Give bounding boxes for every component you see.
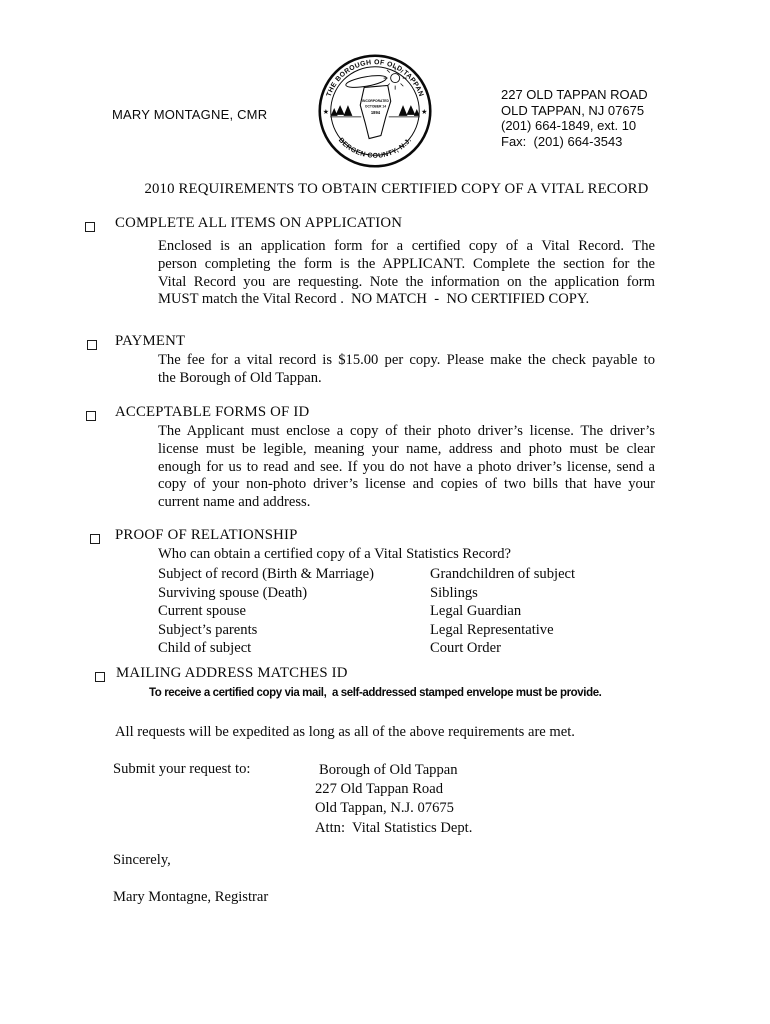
body-line: enough for us to read and see. If you do not have a photo driver’s license, send a (158, 458, 655, 475)
address-line: Fax: (201) 664-3543 (501, 133, 623, 149)
borough-seal-icon (316, 52, 434, 170)
relationship-right: Siblings (430, 584, 478, 601)
section-body-payment (158, 352, 655, 388)
section-body-complete (158, 238, 655, 309)
relationship-list (158, 565, 655, 658)
relationship-left: Child of subject (158, 640, 252, 657)
body-line: the Borough of Old Tappan. (158, 369, 322, 386)
relationship-right: Legal Representative (430, 621, 554, 638)
list-item (158, 565, 655, 584)
body-line: The Applicant must enclose a copy of their photo driver’s license. The driver’s (158, 423, 655, 439)
address-line: (201) 664-1849, ext. 10 (501, 118, 637, 133)
registrar-name: MARY MONTAGNE, CMR (112, 107, 268, 122)
mailing-note: To receive a certified copy via mail, a self-addressed stamped envelope must be provide. (149, 687, 602, 699)
body-line: person completing the form is the APPLICANT. Complete the section for the (158, 255, 655, 272)
address-line: OLD TAPPAN, NJ 07675 (501, 102, 645, 118)
page-title: 2010 REQUIREMENTS TO OBTAIN CERTIFIED COPY OF A VITAL RECORD (144, 181, 649, 197)
body-line: Vital Record you are requesting. Note the information on the application form (158, 273, 655, 290)
checkbox-icon (86, 411, 96, 421)
checkbox-icon (87, 340, 97, 350)
seal-inner-text: OCTOBER 14 (364, 104, 387, 109)
submit-address-line: Old Tappan, N.J. 07675 (315, 800, 454, 817)
body-line: Enclosed is an application form for a certified copy of a Vital Record. The (158, 238, 655, 254)
relationship-right: Legal Guardian (430, 603, 522, 620)
trees-right-icon (399, 105, 420, 116)
seal-inner-text: INCORPORATED (362, 99, 389, 104)
submit-address-block (315, 761, 472, 838)
list-item (158, 639, 655, 658)
body-line: copy of your non-photo driver’s license and copies of two bills that have your (158, 476, 655, 493)
submit-address-line: Attn: Vital Statistics Dept. (315, 819, 473, 836)
svg-text:BERGEN COUNTY, N.J. (337, 137, 413, 160)
star-right-icon: ★ (421, 108, 428, 116)
list-item (158, 621, 655, 640)
seal-inner-text: 1894 (370, 109, 381, 115)
borough-address-block (501, 87, 648, 149)
submit-request-label: Submit your request to: (113, 761, 251, 777)
section-heading-complete: COMPLETE ALL ITEMS ON APPLICATION (115, 215, 403, 231)
seal-bottom-text: BERGEN COUNTY, N.J. (336, 136, 414, 160)
body-line: MUST match the Vital Record . NO MATCH - NO CERTIFIED COPY. (158, 291, 590, 308)
relationship-left: Surviving spouse (Death) (158, 584, 308, 601)
body-line: license must be legible, meaning your name, address and photo must be clear (158, 440, 655, 457)
relationship-left: Subject’s parents (158, 621, 258, 638)
checkbox-icon (90, 534, 100, 544)
list-item (158, 602, 655, 621)
star-left-icon: ★ (322, 108, 329, 116)
seal-top-text: THE BOROUGH OF OLD TAPPAN (325, 59, 425, 98)
relationship-left: Subject of record (Birth & Marriage) (158, 566, 374, 582)
address-line: 227 OLD TAPPAN ROAD (501, 87, 648, 102)
relationship-right: Grandchildren of subject (430, 566, 576, 582)
list-item (158, 584, 655, 603)
submit-address-line: Borough of Old Tappan (319, 762, 458, 778)
trees-left-icon (331, 105, 353, 116)
signature-name: Mary Montagne, Registrar (113, 889, 269, 905)
seal-graphic (316, 52, 434, 170)
section-heading-payment: PAYMENT (115, 333, 186, 349)
submit-address-line: 227 Old Tappan Road (315, 781, 444, 798)
section-heading-id: ACCEPTABLE FORMS OF ID (115, 404, 310, 420)
section-heading-mailing: MAILING ADDRESS MATCHES ID (116, 665, 348, 681)
body-line: The fee for a vital record is $15.00 per copy. Please make the check payable to (158, 352, 655, 368)
relationship-left: Current spouse (158, 603, 246, 620)
body-line: current name and address. (158, 494, 311, 510)
relationship-right: Court Order (430, 640, 501, 657)
checkbox-icon (95, 672, 105, 682)
section-body-id (158, 423, 655, 512)
checkbox-icon (85, 222, 95, 232)
proof-intro-question: Who can obtain a certified copy of a Vital Statistics Record? (158, 546, 512, 562)
signoff: Sincerely, (113, 852, 171, 868)
expedite-note: All requests will be expedited as long as all of the above requirements are met. (115, 724, 575, 740)
section-heading-proof: PROOF OF RELATIONSHIP (115, 527, 298, 543)
sun-icon (391, 74, 400, 83)
